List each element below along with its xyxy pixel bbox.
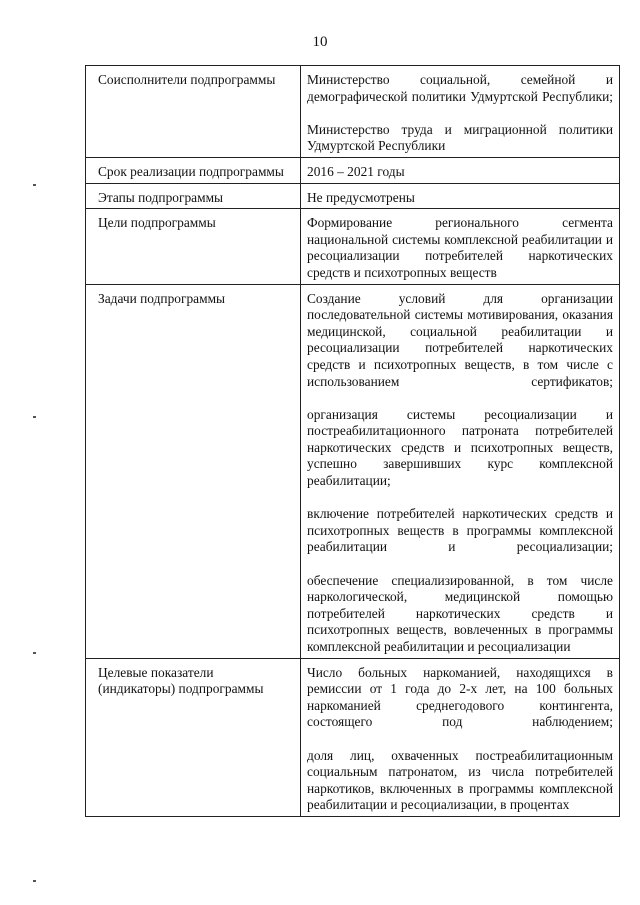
row-label: Этапы подпрограммы — [86, 183, 301, 209]
value-paragraph: Создание условий для организации последовательной системы мотивирования, оказания медицинской, социальной реабилитации и ресоциализации потребителей наркотических средств и психотропных веществ, в том числе с использованием сертификатов; — [307, 290, 613, 389]
row-label: Соисполнители подпрограммы — [86, 66, 301, 158]
row-value — [301, 284, 620, 658]
row-value — [301, 66, 620, 158]
value-paragraph: Министерство труда и миграционной политики Удмуртской Республики — [307, 121, 613, 154]
value-paragraph: включение потребителей наркотических средств и психотропных веществ в программы комплексной реабилитации и ресоциализации; — [307, 506, 613, 555]
table-row — [86, 658, 620, 816]
value-paragraph: Формирование регионального сегмента национальной системы комплексной реабилитации и ресоциализации потребителей наркотических средств и психотропных веществ — [307, 215, 613, 280]
row-value — [301, 209, 620, 284]
table-row — [86, 157, 620, 183]
table-row — [86, 284, 620, 658]
value-paragraph: доля лиц, охваченных постреабилитационным социальным патронатом, из числа потребителей наркотиков, включенных в программы комплексной реабилитации и ресоциализации, в процентах — [307, 747, 613, 813]
row-label: Задачи подпрограммы — [86, 284, 301, 658]
value-paragraph: организация системы ресоциализации и постреабилитационного патроната потребителей наркотических средств и психотропных веществ, успешно завершивших курс комплексной реабилитации; — [307, 406, 613, 489]
row-label: Цели подпрограммы — [86, 209, 301, 284]
row-label: Срок реализации подпрограммы — [86, 157, 301, 183]
row-value — [301, 658, 620, 816]
value-paragraph: обеспечение специализированной, в том числе наркологической, медицинской помощью потребителей наркотических средств и психотропных веществ, вовлеченных в программы комплексной реабилитации и ресоциализации — [307, 572, 613, 654]
value-paragraph: Число больных наркоманией, находящихся в ремиссии от 1 года до 2-х лет, на 100 больных наркоманией среднегодового контингента, состоящего под наблюдением; — [307, 664, 613, 730]
row-value: 2016 – 2021 годы — [301, 157, 620, 183]
page-number: 10 — [312, 34, 328, 50]
scan-mark — [33, 184, 36, 186]
scan-mark — [33, 416, 36, 418]
row-value: Не предусмотрены — [301, 183, 620, 209]
scan-mark — [33, 880, 36, 882]
scan-mark — [33, 652, 36, 654]
table-row — [86, 66, 620, 158]
row-label: Целевые показатели (индикаторы) подпрограммы — [86, 658, 301, 816]
table-row — [86, 183, 620, 209]
value-paragraph: Министерство социальной, семейной и демографической политики Удмуртской Республики; — [307, 72, 613, 104]
subprogram-passport-table — [85, 65, 620, 817]
table-row — [86, 209, 620, 284]
